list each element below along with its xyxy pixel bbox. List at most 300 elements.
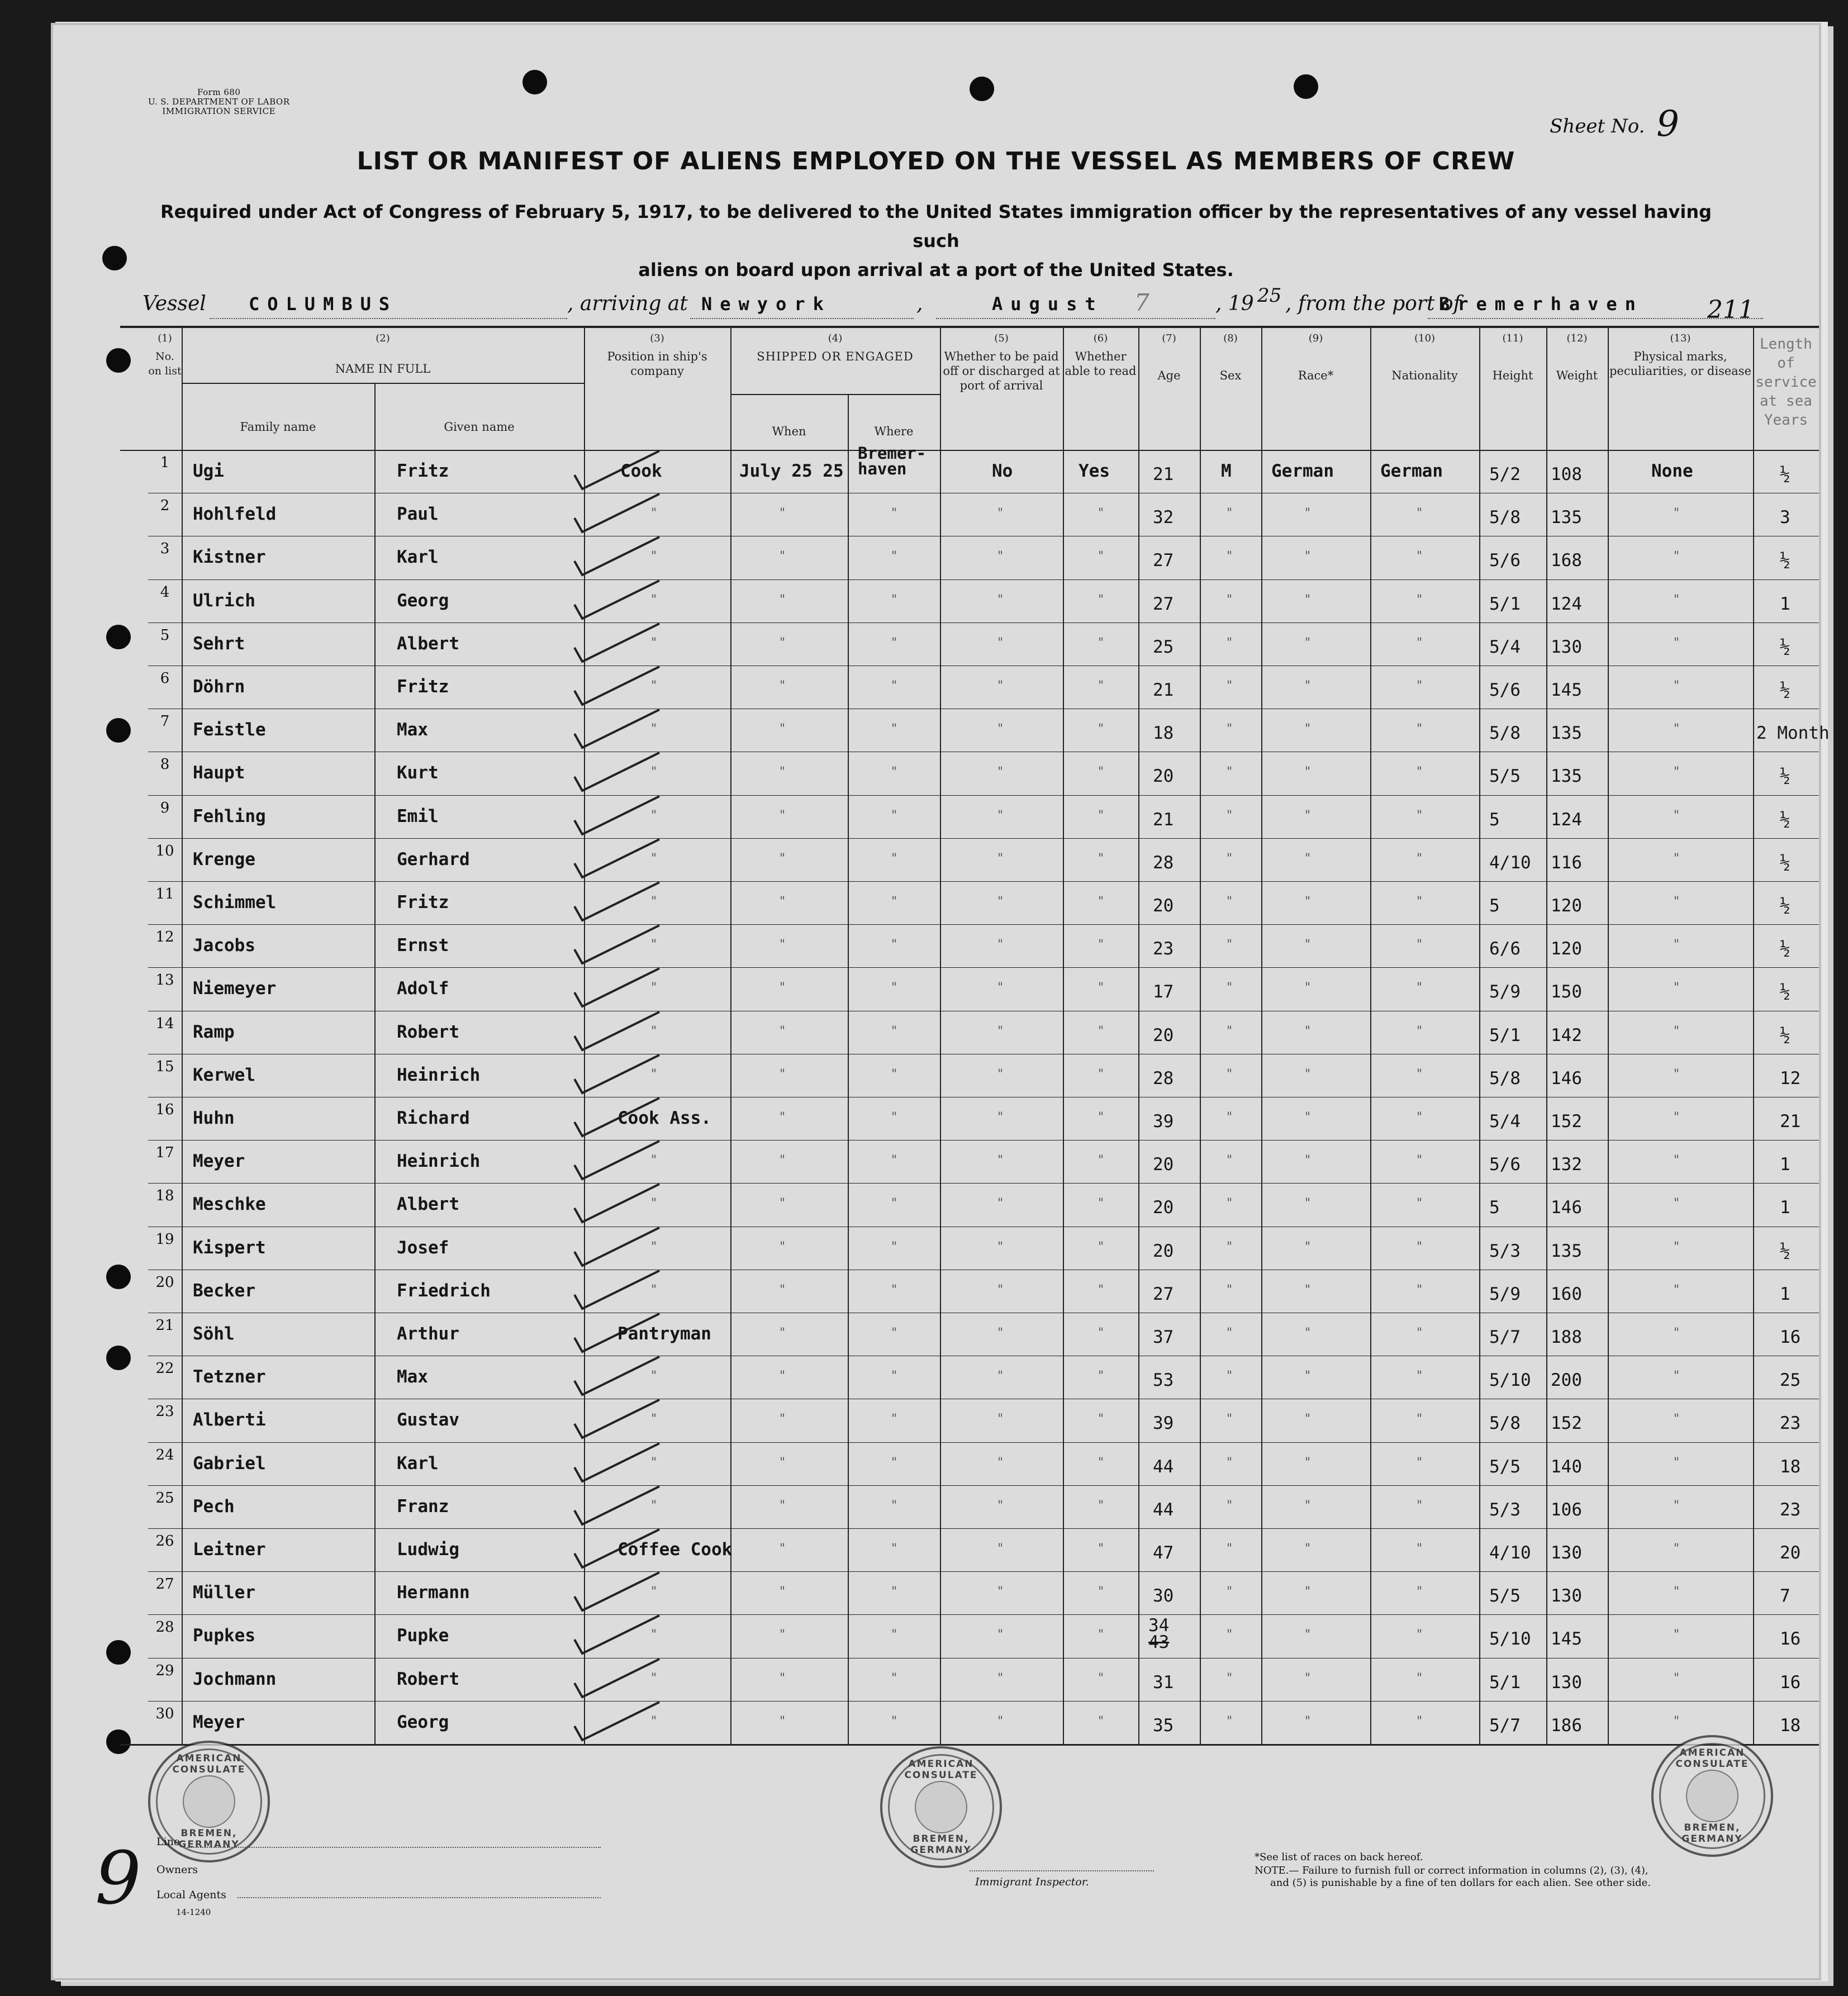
ditto-mark: " xyxy=(1674,506,1680,521)
ditto-mark: " xyxy=(1417,1628,1423,1642)
nationality: German xyxy=(1380,461,1443,481)
ditto-mark: " xyxy=(1417,1153,1423,1168)
height: 4/10 xyxy=(1489,1543,1531,1563)
header-col9: (9) Race* xyxy=(1298,332,1334,382)
length-of-service: 2 Month xyxy=(1756,723,1830,744)
ditto-mark: " xyxy=(1098,1585,1104,1599)
family-name: Ulrich xyxy=(193,590,255,611)
ditto-mark: " xyxy=(1305,679,1311,693)
ditto-mark: " xyxy=(997,1585,1004,1599)
age: 28 xyxy=(1153,1068,1174,1089)
length-of-service: 1 xyxy=(1780,1154,1790,1175)
given-name: Max xyxy=(397,720,428,740)
table-rule xyxy=(1479,327,1480,1744)
ditto-mark: " xyxy=(1227,1714,1233,1728)
consulate-stamp: AMERICAN CONSULATE BREMEN, GERMANY xyxy=(880,1746,1002,1868)
ditto-mark: " xyxy=(1098,1369,1104,1384)
weight: 152 xyxy=(1551,1111,1582,1132)
length-of-service: 21 xyxy=(1780,1111,1801,1132)
table-rule xyxy=(1063,327,1064,1744)
ditto-mark: " xyxy=(1674,808,1680,823)
length-of-service: ½ xyxy=(1780,852,1790,873)
given-name: Fritz xyxy=(397,892,449,913)
ditto-mark: " xyxy=(891,1110,897,1124)
ditto-mark: " xyxy=(1305,1024,1311,1038)
weight: 150 xyxy=(1551,982,1582,1002)
ditto-mark: " xyxy=(891,1067,897,1081)
given-name: Max xyxy=(397,1367,428,1387)
age: 28 xyxy=(1153,852,1174,873)
row-number: 26 xyxy=(155,1533,174,1550)
ditto-mark: " xyxy=(997,1196,1004,1211)
ditto-mark: " xyxy=(780,1542,786,1556)
weight: 135 xyxy=(1551,507,1582,528)
weight: 120 xyxy=(1551,896,1582,916)
age: 18 xyxy=(1153,723,1174,744)
from-label: , from the port of xyxy=(1285,292,1461,315)
ditto-mark: " xyxy=(1305,1585,1311,1599)
ditto-mark: " xyxy=(997,549,1004,564)
ditto-mark: " xyxy=(1227,1628,1233,1642)
age-struck: 43 xyxy=(1148,1632,1170,1653)
ditto-mark: " xyxy=(651,808,657,823)
height: 5/5 xyxy=(1489,1456,1521,1477)
weight: 186 xyxy=(1551,1715,1582,1736)
ditto-mark: " xyxy=(1674,722,1680,736)
ditto-mark: " xyxy=(997,592,1004,607)
table-rule xyxy=(148,622,1819,623)
ditto-mark: " xyxy=(1227,1498,1233,1513)
ditto-mark: " xyxy=(1305,1153,1311,1168)
age: 31 xyxy=(1153,1672,1174,1693)
age: 21 xyxy=(1153,464,1174,484)
height: 6/6 xyxy=(1489,939,1521,959)
age: 37 xyxy=(1153,1327,1174,1347)
ditto-mark: " xyxy=(780,1326,786,1340)
height: 5/6 xyxy=(1489,1154,1521,1175)
ditto-mark: " xyxy=(1674,635,1680,650)
ditto-mark: " xyxy=(651,1455,657,1470)
ditto-mark: " xyxy=(1098,895,1104,909)
punch-hole xyxy=(106,348,131,373)
weight: 132 xyxy=(1551,1154,1582,1175)
ditto-mark: " xyxy=(1417,1110,1423,1124)
weight: 140 xyxy=(1551,1456,1582,1477)
ditto-mark: " xyxy=(1417,1412,1423,1427)
weight: 160 xyxy=(1551,1284,1582,1304)
header-col6: (6) Whether able to read xyxy=(1065,332,1137,378)
height: 5/3 xyxy=(1489,1241,1521,1261)
ditto-mark: " xyxy=(891,506,897,521)
length-of-service: ½ xyxy=(1780,680,1790,700)
ditto-mark: " xyxy=(1227,808,1233,823)
height: 5/4 xyxy=(1489,636,1521,657)
row-number: 14 xyxy=(155,1015,174,1032)
family-name: Huhn xyxy=(193,1108,235,1128)
ditto-mark: " xyxy=(1417,1714,1423,1728)
ditto-mark: " xyxy=(1305,1369,1311,1384)
family-name: Kispert xyxy=(193,1237,266,1258)
family-name: Meyer xyxy=(193,1712,245,1732)
ditto-mark: " xyxy=(997,938,1004,952)
header-when: When xyxy=(772,425,806,438)
ditto-mark: " xyxy=(891,592,897,607)
table-rule xyxy=(182,383,584,384)
shipped-when: July 25 25 xyxy=(739,461,844,481)
ditto-mark: " xyxy=(891,1671,897,1685)
ditto-mark: " xyxy=(891,722,897,736)
ditto-mark: " xyxy=(891,981,897,995)
ditto-mark: " xyxy=(997,1369,1004,1384)
weight: 142 xyxy=(1551,1025,1582,1045)
ditto-mark: " xyxy=(1417,1196,1423,1211)
margin-sheet-number: 9 xyxy=(95,1836,141,1921)
ditto-mark: " xyxy=(1305,722,1311,736)
ditto-mark: " xyxy=(1227,765,1233,780)
weight: 200 xyxy=(1551,1370,1582,1391)
family-name: Pech xyxy=(193,1496,235,1517)
header-col5: (5) Whether to be paid off or discharged at port of arrival xyxy=(943,332,1060,392)
weight: 124 xyxy=(1551,809,1582,830)
ditto-mark: " xyxy=(1305,1628,1311,1642)
ditto-mark: " xyxy=(1417,981,1423,995)
family-name: Schimmel xyxy=(193,892,277,913)
punch-hole xyxy=(970,77,994,101)
ditto-mark: " xyxy=(891,1714,897,1728)
row-number: 1 xyxy=(160,454,170,471)
ditto-mark: " xyxy=(1227,1455,1233,1470)
punch-hole xyxy=(102,246,127,270)
ditto-mark: " xyxy=(780,1110,786,1124)
table-rule xyxy=(148,1571,1819,1572)
ditto-mark: " xyxy=(1417,1542,1423,1556)
ditto-mark: " xyxy=(1098,635,1104,650)
footnote-penalty: NOTE.— Failure to furnish full or correct information in columns (2), (3), (4), and (5) is punishable by a fine of ten dollars for each alien. See other side. xyxy=(1255,1865,1651,1889)
ditto-mark: " xyxy=(1674,1196,1680,1211)
given-name: Robert xyxy=(397,1669,459,1689)
ditto-mark: " xyxy=(1305,1326,1311,1340)
row-number: 7 xyxy=(160,713,170,730)
ditto-mark: " xyxy=(997,506,1004,521)
header-where: Where xyxy=(874,425,914,438)
ditto-mark: " xyxy=(1674,592,1680,607)
punch-hole xyxy=(522,70,547,94)
length-of-service: 7 xyxy=(1780,1586,1790,1607)
ditto-mark: " xyxy=(1417,938,1423,952)
ditto-mark: " xyxy=(1227,635,1233,650)
ditto-mark: " xyxy=(1305,592,1311,607)
ditto-mark: " xyxy=(1227,1326,1233,1340)
height: 5 xyxy=(1489,896,1500,916)
given-name: Fritz xyxy=(397,677,449,697)
ditto-mark: " xyxy=(1227,1067,1233,1081)
ditto-mark: " xyxy=(651,1282,657,1297)
ditto-mark: " xyxy=(997,1153,1004,1168)
row-number: 11 xyxy=(155,886,174,902)
ditto-mark: " xyxy=(1098,938,1104,952)
family-name: Alberti xyxy=(193,1410,266,1431)
ditto-mark: " xyxy=(1098,981,1104,995)
given-name: Ernst xyxy=(397,935,449,956)
table-rule xyxy=(148,1528,1819,1529)
ditto-mark: " xyxy=(891,1542,897,1556)
row-number: 22 xyxy=(155,1360,174,1377)
header-col1: (1) No. on list xyxy=(148,332,182,377)
weight: 135 xyxy=(1551,1241,1582,1261)
ditto-mark: " xyxy=(1305,549,1311,564)
family-name: Becker xyxy=(193,1280,255,1301)
ditto-mark: " xyxy=(997,1024,1004,1038)
ditto-mark: " xyxy=(780,679,786,693)
ditto-mark: " xyxy=(780,1369,786,1384)
ditto-mark: " xyxy=(1417,1067,1423,1081)
sheet-number: 9 xyxy=(1656,103,1679,145)
ditto-mark: " xyxy=(651,635,657,650)
height: 5/9 xyxy=(1489,982,1521,1002)
ditto-mark: " xyxy=(1227,1239,1233,1254)
ditto-mark: " xyxy=(780,1153,786,1168)
ditto-mark: " xyxy=(1674,679,1680,693)
weight: 106 xyxy=(1551,1499,1582,1520)
table-rule xyxy=(120,1744,1819,1746)
given-name: Richard xyxy=(397,1108,470,1128)
ditto-mark: " xyxy=(1674,1455,1680,1470)
table-rule xyxy=(730,394,940,395)
length-of-service: ½ xyxy=(1780,1025,1790,1045)
ditto-mark: " xyxy=(1674,765,1680,780)
ditto-mark: " xyxy=(1305,765,1311,780)
ditto-mark: " xyxy=(997,895,1004,909)
ditto-mark: " xyxy=(997,1671,1004,1685)
length-of-service: 23 xyxy=(1780,1413,1801,1434)
ditto-mark: " xyxy=(1674,981,1680,995)
given-name: Kurt xyxy=(397,763,439,783)
ditto-mark: " xyxy=(1674,1671,1680,1685)
ditto-mark: " xyxy=(1227,506,1233,521)
ditto-mark: " xyxy=(1305,808,1311,823)
ditto-mark: " xyxy=(1305,1671,1311,1685)
table-rule xyxy=(148,1614,1819,1615)
page-title: LIST OR MANIFEST OF ALIENS EMPLOYED ON THE VESSEL AS MEMBERS OF CREW xyxy=(357,147,1516,175)
arrival-month: August xyxy=(992,293,1104,315)
ditto-mark: " xyxy=(997,1110,1004,1124)
age: 17 xyxy=(1153,982,1174,1002)
height: 5/6 xyxy=(1489,680,1521,700)
table-rule xyxy=(148,1701,1819,1702)
ditto-mark: " xyxy=(891,1369,897,1384)
ditto-mark: " xyxy=(891,1455,897,1470)
ditto-mark: " xyxy=(891,1412,897,1427)
ditto-mark: " xyxy=(997,1628,1004,1642)
length-of-service: ½ xyxy=(1780,766,1790,787)
header-col8: (8) Sex xyxy=(1219,332,1242,382)
length-of-service: 18 xyxy=(1780,1715,1801,1736)
position: Pantryman xyxy=(617,1324,711,1344)
ditto-mark: " xyxy=(1227,592,1233,607)
ditto-mark: " xyxy=(1674,1282,1680,1297)
ditto-mark: " xyxy=(1674,1110,1680,1124)
weight: 146 xyxy=(1551,1197,1582,1218)
height: 5/10 xyxy=(1489,1629,1531,1650)
ditto-mark: " xyxy=(780,1671,786,1685)
ditto-mark: " xyxy=(1674,549,1680,564)
ditto-mark: " xyxy=(1227,1542,1233,1556)
ditto-mark: " xyxy=(1227,981,1233,995)
length-of-service: 1 xyxy=(1780,593,1790,614)
row-number: 21 xyxy=(155,1317,174,1334)
ditto-mark: " xyxy=(891,1239,897,1254)
length-of-service: ½ xyxy=(1780,809,1790,830)
service-name: IMMIGRATION SERVICE xyxy=(162,106,276,116)
table-rule xyxy=(1261,327,1262,1744)
row-number: 27 xyxy=(155,1576,174,1593)
weight: 135 xyxy=(1551,723,1582,744)
ditto-mark: " xyxy=(1417,549,1423,564)
header-col3: (3) Position in ship's company xyxy=(607,332,707,378)
ditto-mark: " xyxy=(891,1024,897,1038)
table-rule xyxy=(1370,327,1371,1744)
family-name: Gabriel xyxy=(193,1453,266,1474)
given-name: Franz xyxy=(397,1496,449,1517)
ditto-mark: " xyxy=(1674,1714,1680,1728)
ditto-mark: " xyxy=(891,1628,897,1642)
table-rule xyxy=(1753,327,1754,1744)
header-given-name: Given name xyxy=(444,420,515,434)
age: 25 xyxy=(1153,636,1174,657)
family-name: Feistle xyxy=(193,720,266,740)
given-name: Friedrich xyxy=(397,1280,491,1301)
ditto-mark: " xyxy=(651,1671,657,1685)
height: 5/3 xyxy=(1489,1499,1521,1520)
height: 5/6 xyxy=(1489,550,1521,571)
height: 5 xyxy=(1489,1197,1500,1218)
length-of-service: 20 xyxy=(1780,1543,1801,1563)
row-number: 3 xyxy=(160,540,170,558)
local-agents-label: Local Agents xyxy=(156,1889,226,1901)
ditto-mark: " xyxy=(1417,1024,1423,1038)
table-rule xyxy=(148,795,1819,796)
ditto-mark: " xyxy=(997,1412,1004,1427)
height: 5/2 xyxy=(1489,464,1521,484)
ditto-mark: " xyxy=(997,722,1004,736)
list-number: 211 xyxy=(1707,296,1754,324)
height: 5/7 xyxy=(1489,1327,1521,1347)
ditto-mark: " xyxy=(651,851,657,866)
height: 5/1 xyxy=(1489,593,1521,614)
ditto-mark: " xyxy=(1227,938,1233,952)
ditto-mark: " xyxy=(1674,851,1680,866)
given-name: Albert xyxy=(397,1194,459,1215)
row-number: 2 xyxy=(160,497,170,515)
ditto-mark: " xyxy=(651,765,657,780)
family-name: Ramp xyxy=(193,1021,235,1042)
ditto-mark: " xyxy=(1098,592,1104,607)
shipped-where: Bremer- haven xyxy=(858,444,927,478)
departure-port: Bremerhaven xyxy=(1439,293,1643,315)
ditto-mark: " xyxy=(1417,1326,1423,1340)
height: 5/5 xyxy=(1489,766,1521,787)
ditto-mark: " xyxy=(997,679,1004,693)
ditto-mark: " xyxy=(1417,1239,1423,1254)
row-number: 12 xyxy=(155,929,174,946)
vessel-name: COLUMBUS xyxy=(249,293,398,315)
ditto-mark: " xyxy=(1098,1714,1104,1728)
ditto-mark: " xyxy=(780,549,786,564)
given-name: Hermann xyxy=(397,1582,470,1603)
header-col2: (2) NAME IN FULL xyxy=(335,332,431,376)
ditto-mark: " xyxy=(891,679,897,693)
age: 47 xyxy=(1153,1543,1174,1563)
consulate-stamp: AMERICAN CONSULATE BREMEN, GERMANY xyxy=(1651,1735,1773,1857)
header-col11: (11) Height xyxy=(1492,332,1533,382)
given-name: Gustav xyxy=(397,1410,459,1431)
ditto-mark: " xyxy=(651,1498,657,1513)
ditto-mark: " xyxy=(1227,895,1233,909)
row-number: 25 xyxy=(155,1489,174,1506)
physical-marks: None xyxy=(1651,461,1693,481)
age: 39 xyxy=(1153,1111,1174,1132)
row-number: 8 xyxy=(160,756,170,773)
table-rule xyxy=(730,327,731,1744)
length-of-service: ½ xyxy=(1780,550,1790,571)
given-name: Albert xyxy=(397,633,459,654)
ditto-mark: " xyxy=(1098,1628,1104,1642)
vessel-label: Vessel xyxy=(142,292,206,315)
ditto-mark: " xyxy=(997,808,1004,823)
ditto-mark: " xyxy=(997,1067,1004,1081)
family-name: Pupkes xyxy=(193,1626,255,1646)
ditto-mark: " xyxy=(780,722,786,736)
form-code: 14-1240 xyxy=(176,1907,211,1917)
length-of-service: ½ xyxy=(1780,896,1790,916)
given-name: Emil xyxy=(397,806,439,826)
table-rule xyxy=(148,1442,1819,1443)
ditto-mark: " xyxy=(1674,1369,1680,1384)
length-of-service: 1 xyxy=(1780,1197,1790,1218)
punch-hole xyxy=(106,1640,131,1665)
ditto-mark: " xyxy=(651,1024,657,1038)
ditto-mark: " xyxy=(1098,851,1104,866)
row-number: 13 xyxy=(155,972,174,989)
age: 20 xyxy=(1153,1241,1174,1261)
length-of-service: 16 xyxy=(1780,1672,1801,1693)
age: 35 xyxy=(1153,1715,1174,1736)
ditto-mark: " xyxy=(891,1196,897,1211)
ditto-mark: " xyxy=(1305,851,1311,866)
ditto-mark: " xyxy=(1305,1110,1311,1124)
given-name: Robert xyxy=(397,1021,459,1042)
ditto-mark: " xyxy=(1098,1326,1104,1340)
ditto-mark: " xyxy=(1098,1671,1104,1685)
weight: 145 xyxy=(1551,1629,1582,1650)
arriving-label: , arriving at xyxy=(567,292,688,315)
ditto-mark: " xyxy=(1674,1498,1680,1513)
ditto-mark: " xyxy=(1227,722,1233,736)
paid-off: No xyxy=(992,461,1013,481)
given-name: Karl xyxy=(397,547,439,568)
row-number: 28 xyxy=(155,1619,174,1636)
given-name: Gerhard xyxy=(397,849,470,869)
ditto-mark: " xyxy=(1417,1455,1423,1470)
ditto-mark: " xyxy=(891,1585,897,1599)
age: 34 xyxy=(1148,1615,1170,1636)
length-of-service: 18 xyxy=(1780,1456,1801,1477)
age: 27 xyxy=(1153,1284,1174,1304)
ditto-mark: " xyxy=(1227,679,1233,693)
table-rule xyxy=(1138,327,1139,1744)
row-number: 15 xyxy=(155,1058,174,1075)
weight: 130 xyxy=(1551,636,1582,657)
